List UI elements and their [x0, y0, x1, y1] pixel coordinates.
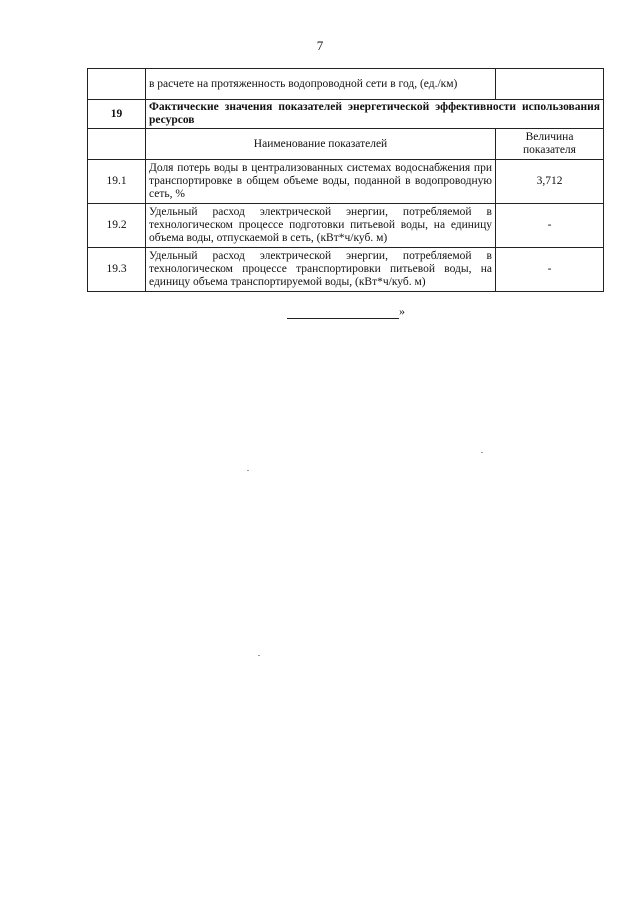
continued-row-value	[496, 69, 604, 100]
scan-speck	[481, 452, 483, 453]
row-name: Доля потерь воды в централизованных системах водоснабжения при транспортировке в общем объеме воды, поданной в водопроводную сеть, %	[146, 160, 496, 204]
table-row-section	[88, 100, 604, 129]
closing-quote-mark: »	[399, 304, 405, 318]
signature-underline	[287, 308, 399, 319]
header-value: Величина показателя	[496, 129, 604, 160]
scan-speck	[247, 470, 249, 471]
table-row-continued	[88, 69, 604, 100]
closing-line	[287, 304, 405, 319]
row-value: -	[496, 204, 604, 248]
scan-speck	[258, 655, 260, 656]
row-number: 19.3	[88, 248, 146, 292]
continued-row-number	[88, 69, 146, 100]
row-name: Удельный расход электрической энергии, потребляемой в технологическом процессе транспортировки питьевой воды, на единицу объема транспортируемой воды, (кВт*ч/куб. м)	[146, 248, 496, 292]
row-value: 3,712	[496, 160, 604, 204]
table-row	[88, 160, 604, 204]
row-value: -	[496, 248, 604, 292]
row-number: 19.1	[88, 160, 146, 204]
header-empty-cell	[88, 129, 146, 160]
row-name: Удельный расход электрической энергии, потребляемой в технологическом процессе подготовки питьевой воды, на единицу объема воды, отпускаемой в сеть, (кВт*ч/куб. м)	[146, 204, 496, 248]
table-row	[88, 248, 604, 292]
section-number: 19	[88, 100, 146, 129]
indicators-table	[87, 68, 604, 292]
table-row	[88, 204, 604, 248]
header-name: Наименование показателей	[146, 129, 496, 160]
section-title: Фактические значения показателей энергетической эффективности использования ресурсов	[146, 100, 604, 129]
page-number: 7	[316, 38, 324, 53]
continued-row-name: в расчете на протяженность водопроводной сети в год, (ед./км)	[146, 69, 496, 100]
row-number: 19.2	[88, 204, 146, 248]
table-header-row	[88, 129, 604, 160]
